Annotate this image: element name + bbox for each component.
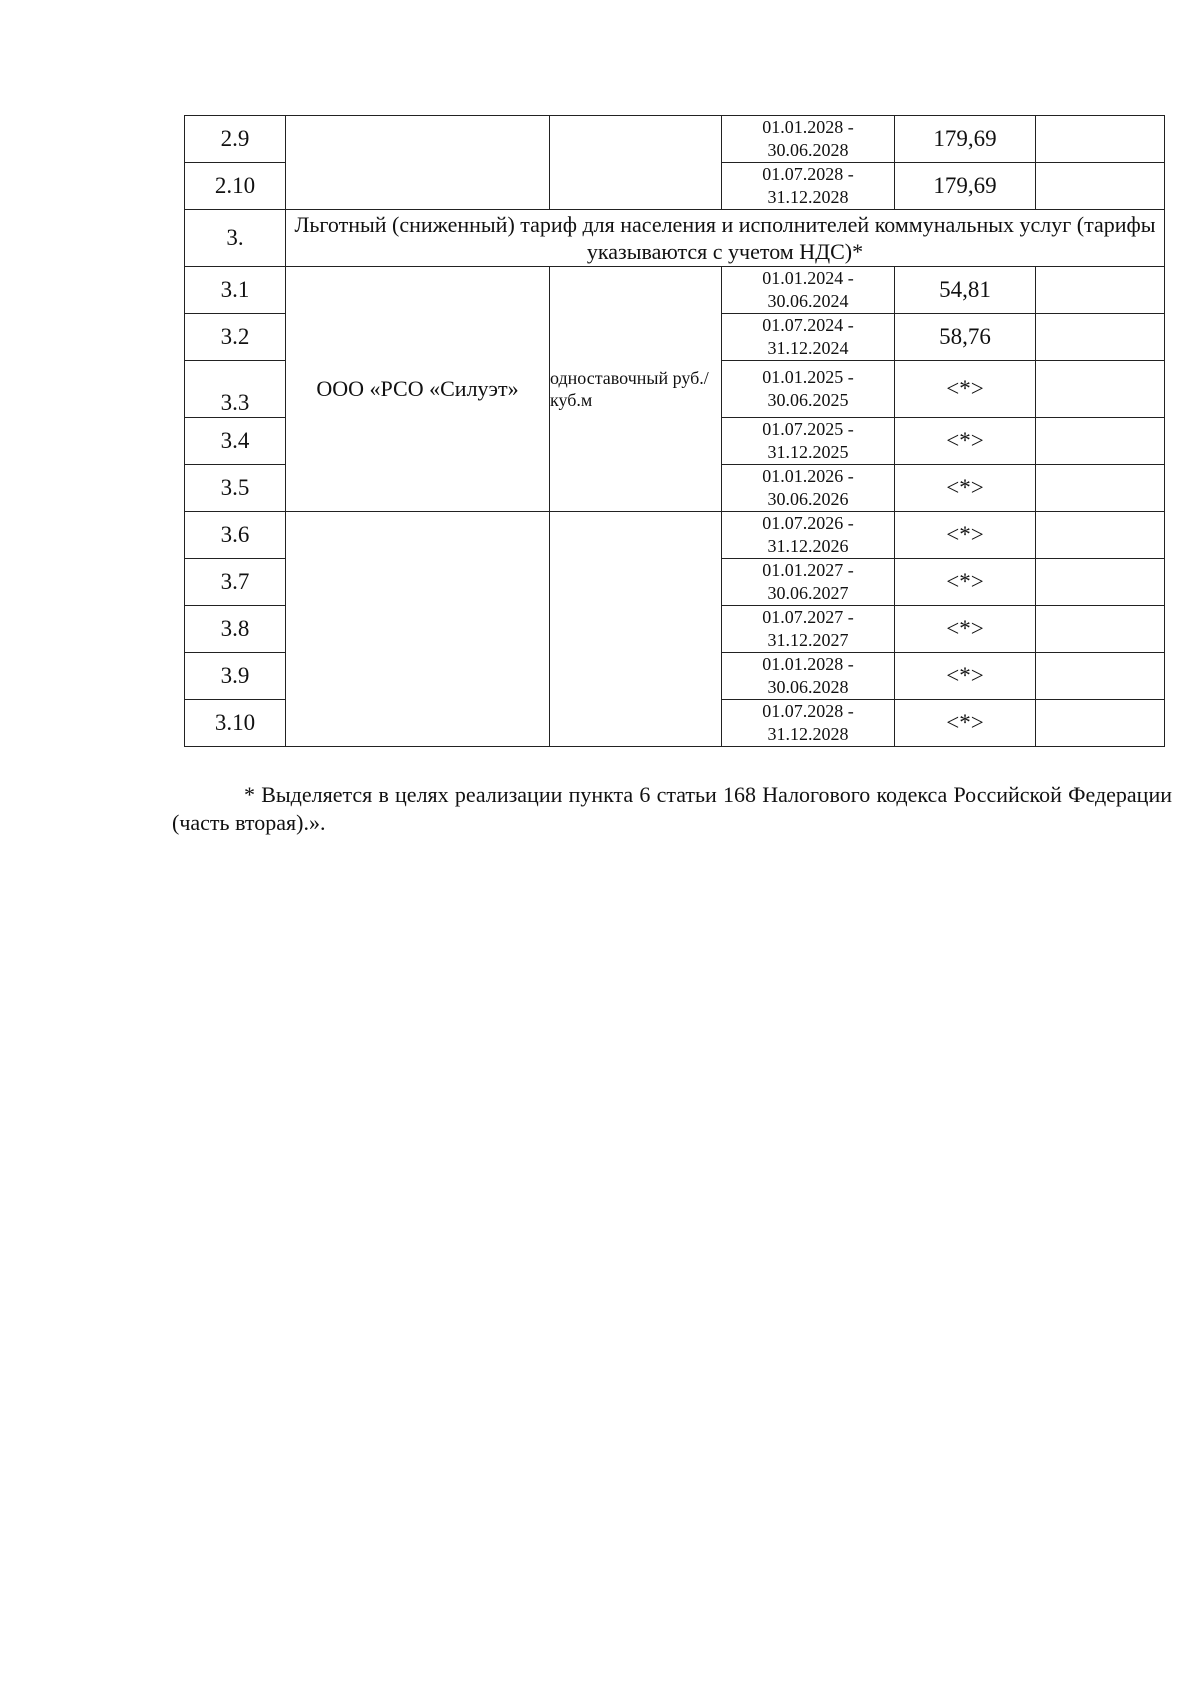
organization-name: ООО «РСО «Силуэт» [286,267,550,512]
empty-cell [1036,418,1165,465]
row-number: 3.4 [185,418,286,465]
period-cell: 01.07.2026 - 31.12.2026 [722,512,895,559]
empty-cell [1036,163,1165,210]
row-number: 3.1 [185,267,286,314]
tariff-value: <*> [895,559,1036,606]
row-number: 3.6 [185,512,286,559]
empty-cell [1036,361,1165,418]
tariff-table [184,115,1165,747]
section-heading: Льготный (сниженный) тариф для населения и исполнителей коммунальных услуг (тарифы указываются с учетом НДС)* [286,210,1165,267]
period-cell: 01.01.2026 - 30.06.2026 [722,465,895,512]
row-number: 3.7 [185,559,286,606]
tariff-value: <*> [895,700,1036,747]
org-cell-empty [286,116,550,210]
row-number: 3.8 [185,606,286,653]
period-cell: 01.01.2025 - 30.06.2025 [722,361,895,418]
row-number: 2.9 [185,116,286,163]
tariff-value: 179,69 [895,163,1036,210]
tariff-value: <*> [895,512,1036,559]
tariff-value: <*> [895,418,1036,465]
tariff-value: <*> [895,653,1036,700]
period-cell: 01.07.2027 - 31.12.2027 [722,606,895,653]
row-number: 3.2 [185,314,286,361]
period-cell: 01.01.2027 - 30.06.2027 [722,559,895,606]
row-number: 3.3 [185,361,286,418]
rate-cell-empty [550,116,722,210]
table-row [185,267,1165,314]
row-number: 3.5 [185,465,286,512]
period-cell: 01.01.2028 - 30.06.2028 [722,653,895,700]
period-cell: 01.01.2028 - 30.06.2028 [722,116,895,163]
empty-cell [1036,559,1165,606]
period-cell: 01.07.2028 - 31.12.2028 [722,700,895,747]
period-cell: 01.07.2025 - 31.12.2025 [722,418,895,465]
tariff-value: <*> [895,465,1036,512]
tariff-value: <*> [895,606,1036,653]
empty-cell [1036,606,1165,653]
rate-type: одноставочный руб./куб.м [550,267,722,512]
tariff-value: 58,76 [895,314,1036,361]
period-cell: 01.01.2024 - 30.06.2024 [722,267,895,314]
org-cell-empty [286,512,550,747]
row-number: 3.10 [185,700,286,747]
empty-cell [1036,267,1165,314]
period-cell: 01.07.2024 - 31.12.2024 [722,314,895,361]
tariff-value: <*> [895,361,1036,418]
section-number: 3. [185,210,286,267]
table-row [185,116,1165,163]
table-row [185,512,1165,559]
rate-cell-empty [550,512,722,747]
tariff-value: 54,81 [895,267,1036,314]
empty-cell [1036,700,1165,747]
empty-cell [1036,116,1165,163]
empty-cell [1036,314,1165,361]
row-number: 2.10 [185,163,286,210]
empty-cell [1036,653,1165,700]
footnote: * Выделяется в целях реализации пункта 6 статьи 168 Налогового кодекса Российской Федерации (часть вторая).». [172,782,1172,835]
section-heading-row [185,210,1165,267]
tariff-value: 179,69 [895,116,1036,163]
row-number: 3.9 [185,653,286,700]
period-cell: 01.07.2028 - 31.12.2028 [722,163,895,210]
empty-cell [1036,512,1165,559]
empty-cell [1036,465,1165,512]
